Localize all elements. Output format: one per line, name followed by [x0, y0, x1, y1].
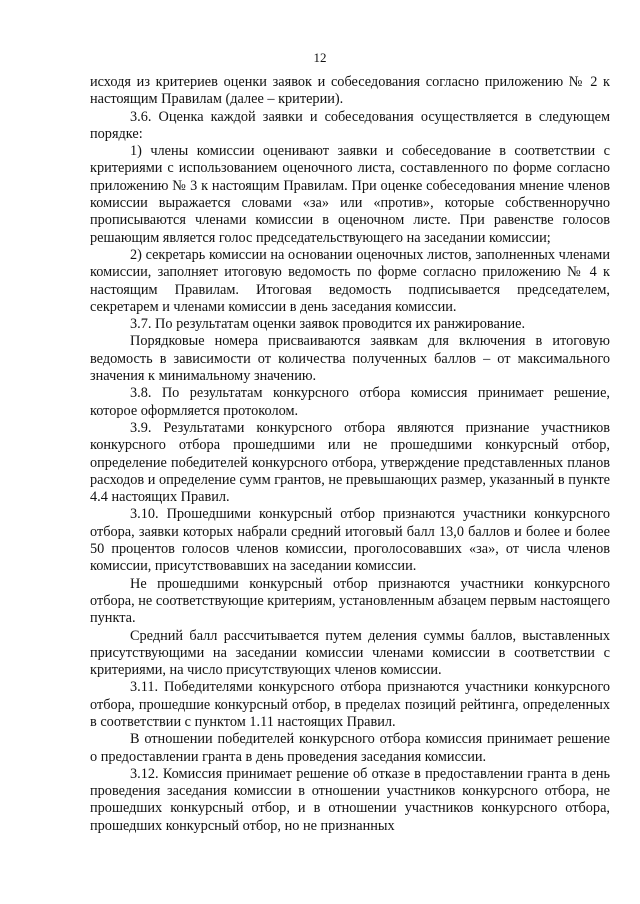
- paragraph-3-8: 3.8. По результатам конкурсного отбора комиссия принимает решение, которое оформляется протоколом.: [90, 385, 610, 419]
- paragraph-3-6: 3.6. Оценка каждой заявки и собеседования осуществляется в следующем порядке:: [90, 108, 610, 142]
- paragraph-3-12: 3.12. Комиссия принимает решение об отказе в предоставлении гранта в день проведения заседания комиссии в отношении участников конкурсного отбора, не прошедших конкурсный отбор, и в отношении участников конкурсного отбора, прошедших конкурсный отбор, но не признанных: [90, 765, 610, 834]
- document-body: [90, 74, 610, 835]
- paragraph-3-7-ranking: Порядковые номера присваиваются заявкам для включения в итоговую ведомость в зависимости от количества полученных баллов – от максимального значения к минимальному значению.: [90, 333, 610, 385]
- paragraph-3-11: 3.11. Победителями конкурсного отбора признаются участники конкурсного отбора, прошедшие конкурсный отбор, в пределах позиций рейтинга, определенных в соответствии с пунктом 1.11 настоящих Правил.: [90, 679, 610, 730]
- paragraph-3-10-not-passed: Не прошедшими конкурсный отбор признаются участники конкурсного отбора, не соответствующие критериям, установленным абзацем первым настоящего пункта.: [90, 575, 611, 627]
- paragraph-3-10: 3.10. Прошедшими конкурсный отбор признаются участники конкурсного отбора, заявки которых набрали средний итоговый балл 13,0 баллов и более и более 50 процентов голосов членов комиссии, проголосовавших «за», от числа членов комиссии, присутствовавших на заседании комиссии.: [90, 506, 610, 575]
- paragraph-3-9: 3.9. Результатами конкурсного отбора являются признание участников конкурсного отбора прошедшими или не прошедшими конкурсный отбор, определение победителей конкурсного отбора, утверждение представленных планов расходов и определение сумм грантов, не превышающих размер, указанный в пункте 4.4 настоящих Правил.: [90, 419, 610, 506]
- paragraph-3-6-item-2: 2) секретарь комиссии на основании оценочных листов, заполненных членами комиссии, заполняет итоговую ведомость по форме согласно приложению № 4 к настоящим Правилам. Итоговая ведомость подписывается председателем, секретарем и членами комиссии в день заседания комиссии.: [90, 246, 610, 315]
- paragraph-3-7: 3.7. По результатам оценки заявок проводится их ранжирование.: [130, 316, 526, 333]
- paragraph-3-11-winners: В отношении победителей конкурсного отбора комиссия принимает решение о предоставлении гранта в день проведения заседания комиссии.: [90, 731, 610, 765]
- paragraph-continuation: исходя из критериев оценки заявок и собеседования согласно приложению № 2 к настоящим Правилам (далее – критерии).: [90, 74, 610, 108]
- paragraph-3-10-average: Средний балл рассчитывается путем деления суммы баллов, выставленных присутствующими на заседании комиссии членами комиссии в соответствии с критериями, на число присутствующих членов комиссии.: [90, 627, 610, 679]
- page-number: 12: [313, 50, 327, 65]
- paragraph-3-6-item-1: 1) члены комиссии оценивают заявки и собеседование в соответствии с критериями с использованием оценочного листа, составленного по форме согласно приложению № 3 к настоящим Правилам. При оценке собеседования мнение членов комиссии выражается словами «за» или «против», которые собственноручно прописываются членами комиссии в оценочном листе. При равенстве голосов решающим является голос председательствующего на заседании комиссии;: [90, 143, 610, 246]
